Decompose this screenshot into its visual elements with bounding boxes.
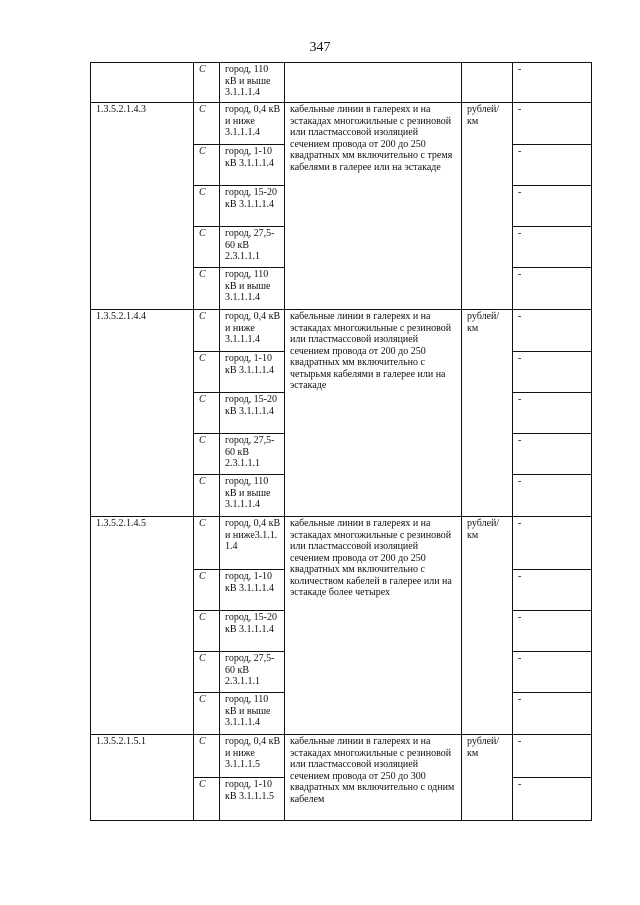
row-value: - bbox=[513, 475, 592, 517]
row-value: - bbox=[513, 145, 592, 186]
row-voltage: город, 1-10 кВ 3.1.1.1.4 bbox=[220, 352, 285, 393]
page-number: 347 bbox=[309, 40, 331, 55]
row-value: - bbox=[513, 778, 592, 821]
row-value: - bbox=[513, 393, 592, 434]
row-value: - bbox=[513, 310, 592, 352]
row-value: - bbox=[513, 693, 592, 735]
row-voltage: город, 1-10 кВ 3.1.1.1.4 bbox=[220, 145, 285, 186]
row-voltage: город, 0,4 кВ и ниже3.1.1. 1.4 bbox=[220, 517, 285, 570]
row-class: C bbox=[194, 475, 220, 517]
row-value: - bbox=[513, 611, 592, 652]
row-class: C bbox=[194, 352, 220, 393]
row-value: - bbox=[513, 63, 592, 103]
row-class: C bbox=[194, 778, 220, 821]
row-class: C bbox=[194, 103, 220, 145]
row-class: C bbox=[194, 652, 220, 693]
row-class: C bbox=[194, 517, 220, 570]
row-class: C bbox=[194, 393, 220, 434]
row-value: - bbox=[513, 570, 592, 611]
row-class: C bbox=[194, 434, 220, 475]
row-voltage: город, 0,4 кВ и ниже 3.1.1.1.4 bbox=[220, 310, 285, 352]
row-voltage: город, 0,4 кВ и ниже 3.1.1.1.5 bbox=[220, 735, 285, 778]
row-code: 1.3.5.2.1.4.5 bbox=[91, 517, 194, 735]
row-class: C bbox=[194, 227, 220, 268]
tariff-table bbox=[90, 62, 592, 821]
row-description: кабельные линии в галереях и на эстакадах многожильные с резиновой или пластмассовой изоляцией сечением провода от 200 до 250 квадратных мм включительно с количеством кабелей в галерее или на эстакаде более четырех bbox=[285, 517, 462, 735]
table-row bbox=[91, 63, 592, 103]
row-unit: рублей/ км bbox=[462, 735, 513, 821]
table-row bbox=[91, 735, 592, 778]
row-voltage: город, 110 кВ и выше 3.1.1.1.4 bbox=[220, 475, 285, 517]
table-row bbox=[91, 103, 592, 145]
row-unit bbox=[462, 63, 513, 103]
row-code: 1.3.5.2.1.4.4 bbox=[91, 310, 194, 517]
row-description: кабельные линии в галереях и на эстакадах многожильные с резиновой или пластмассовой изоляцией сечением провода от 200 до 250 квадратных мм включительно с четырьмя кабелями в галерее или на эстакаде bbox=[285, 310, 462, 517]
row-value: - bbox=[513, 103, 592, 145]
row-unit: рублей/ км bbox=[462, 517, 513, 735]
row-description: кабельные линии в галереях и на эстакадах многожильные с резиновой или пластмассовой изоляцией сечением провода от 250 до 300 квадратных мм включительно с одним кабелем bbox=[285, 735, 462, 821]
row-class: C bbox=[194, 735, 220, 778]
row-value: - bbox=[513, 517, 592, 570]
row-class: C bbox=[194, 693, 220, 735]
row-voltage: город, 110 кВ и выше 3.1.1.1.4 bbox=[220, 693, 285, 735]
row-class: C bbox=[194, 63, 220, 103]
row-voltage: город, 1-10 кВ 3.1.1.1.5 bbox=[220, 778, 285, 821]
row-voltage: город, 15-20 кВ 3.1.1.1.4 bbox=[220, 186, 285, 227]
row-voltage: город, 27,5-60 кВ 2.3.1.1.1 bbox=[220, 652, 285, 693]
row-class: C bbox=[194, 145, 220, 186]
row-voltage: город, 27,5-60 кВ 2.3.1.1.1 bbox=[220, 227, 285, 268]
row-class: C bbox=[194, 310, 220, 352]
row-value: - bbox=[513, 227, 592, 268]
row-code bbox=[91, 63, 194, 103]
row-value: - bbox=[513, 352, 592, 393]
row-value: - bbox=[513, 434, 592, 475]
row-voltage: город, 110 кВ и выше 3.1.1.1.4 bbox=[220, 268, 285, 310]
row-unit: рублей/ км bbox=[462, 310, 513, 517]
row-voltage: город, 1-10 кВ 3.1.1.1.4 bbox=[220, 570, 285, 611]
row-voltage: город, 0,4 кВ и ниже 3.1.1.1.4 bbox=[220, 103, 285, 145]
row-voltage: город, 110 кВ и выше 3.1.1.1.4 bbox=[220, 63, 285, 103]
row-value: - bbox=[513, 186, 592, 227]
row-class: C bbox=[194, 611, 220, 652]
row-value: - bbox=[513, 735, 592, 778]
table-row bbox=[91, 517, 592, 570]
row-class: C bbox=[194, 186, 220, 227]
row-value: - bbox=[513, 268, 592, 310]
row-value: - bbox=[513, 652, 592, 693]
table-row bbox=[91, 310, 592, 352]
row-voltage: город, 27,5-60 кВ 2.3.1.1.1 bbox=[220, 434, 285, 475]
row-description bbox=[285, 63, 462, 103]
row-unit: рублей/ км bbox=[462, 103, 513, 310]
row-voltage: город, 15-20 кВ 3.1.1.1.4 bbox=[220, 611, 285, 652]
row-code: 1.3.5.2.1.5.1 bbox=[91, 735, 194, 821]
row-class: C bbox=[194, 570, 220, 611]
row-description: кабельные линии в галереях и на эстакадах многожильные с резиновой или пластмассовой изоляцией сечением провода от 200 до 250 квадратных мм включительно с тремя кабелями в галерее или на эстакаде bbox=[285, 103, 462, 310]
row-code: 1.3.5.2.1.4.3 bbox=[91, 103, 194, 310]
row-class: C bbox=[194, 268, 220, 310]
row-voltage: город, 15-20 кВ 3.1.1.1.4 bbox=[220, 393, 285, 434]
